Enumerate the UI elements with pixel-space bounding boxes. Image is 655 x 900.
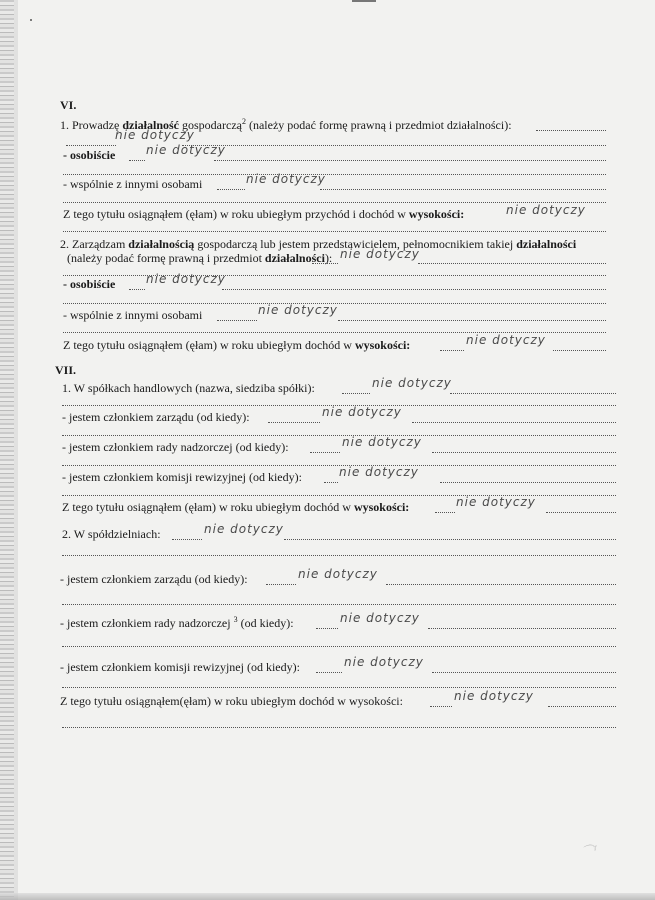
scan-speck [30, 19, 32, 21]
vi-q2-blank-line [63, 274, 606, 276]
vii-q2-audit-lead [316, 671, 342, 673]
vii-q2-audit-label: - jestem członkiem komisji rewizyjnej (od kiedy): [60, 660, 300, 674]
vii-q1-board-blank-line [62, 434, 616, 436]
vi-q2-shared-dots [338, 319, 606, 321]
vii-q1-supervisory-lead [310, 451, 340, 453]
vii-q1-income-label: Z tego tytułu osiągnąłem (ęłam) w roku ubiegłym dochód w wysokości: [62, 500, 410, 514]
scan-bottom-edge [0, 893, 655, 900]
vii-q2-answer: nie dotyczy [204, 522, 284, 536]
section-vii-heading: VII. [55, 363, 77, 377]
vi-q1-income-answer: nie dotyczy [506, 203, 586, 217]
vii-q2-income-lead [430, 705, 452, 707]
vii-q1-audit-lead [324, 481, 338, 483]
vii-q2-supervisory-blank-line [62, 645, 616, 647]
vii-q2-supervisory-dots [428, 627, 616, 629]
vii-q1-supervisory-dots [432, 451, 616, 453]
vii-q2-income-answer: nie dotyczy [454, 689, 534, 703]
vii-q1-supervisory-label: - jestem członkiem rady nadzorczej (od kiedy): [62, 440, 289, 454]
scan-mark [352, 0, 376, 2]
vii-q1-lead [342, 392, 370, 394]
vi-q2-income-lead [440, 349, 464, 351]
vi-q1-label: 1. Prowadzę działalność gospodarczą$^2$ (należy podać formę prawną i przedmiot działalności): [60, 117, 512, 132]
vi-q2-shared-answer: nie dotyczy [258, 303, 338, 317]
vii-q2-lead [172, 538, 202, 540]
vi-q1-income-blank-line [63, 230, 606, 232]
scan-edge-shadow [14, 0, 18, 900]
vi-q2-income-label: Z tego tytułu osiągnąłem (ęłam) w roku ubiegłym dochód w wysokości: [63, 338, 411, 352]
vii-q1-board-answer: nie dotyczy [322, 405, 402, 419]
scan-edge [0, 0, 14, 900]
vii-q2-board-lead [266, 583, 296, 585]
vii-q2-audit-blank-line [62, 686, 616, 688]
vii-q2-audit-answer: nie dotyczy [344, 655, 424, 669]
vi-q2-personal-answer: nie dotyczy [146, 272, 226, 286]
vii-q1-audit-dots [440, 481, 616, 483]
vi-q2-income-dots [553, 349, 606, 351]
vi-q1-shared-dots [320, 188, 606, 190]
vii-q1-income-dots [546, 511, 616, 513]
vii-q2-supervisory-answer: nie dotyczy [340, 611, 420, 625]
vi-q2-dots [418, 262, 606, 264]
vii-q1-answer: nie dotyczy [372, 376, 452, 390]
vi-q2-label-line2: (należy podać formę prawną i przedmiot działalności): [67, 251, 333, 265]
vii-q1-dots [450, 392, 616, 394]
corner-stamp-mark: ⌒ᵀ [581, 843, 599, 858]
vii-q1-supervisory-answer: nie dotyczy [342, 435, 422, 449]
vi-q2-personal-dots [222, 288, 606, 290]
vii-q1-income-answer: nie dotyczy [456, 495, 536, 509]
vi-q1-personal-label: - osobiście [63, 148, 116, 162]
vi-q2-shared-lead [217, 319, 257, 321]
vi-q1-personal-lead [129, 159, 145, 161]
vi-q2-answer: nie dotyczy [340, 247, 420, 261]
vii-q2-dots [284, 538, 616, 540]
vii-q2-audit-dots [432, 671, 616, 673]
vii-q1-income-lead [435, 511, 455, 513]
vi-q2-label-line1: 2. Zarządzam działalnością gospodarczą lub jestem przedstawicielem, pełnomocnikiem takiej działalności [60, 237, 577, 251]
vi-q1-dots [536, 129, 606, 131]
vii-q2-board-blank-line [62, 603, 616, 605]
vi-q1-personal-answer: nie dotyczy [146, 143, 226, 157]
vii-q1-audit-answer: nie dotyczy [339, 465, 419, 479]
vii-q1-label: 1. W spółkach handlowych (nazwa, siedziba spółki): [62, 381, 315, 395]
vi-q2-lead [312, 262, 338, 264]
vii-q2-supervisory-lead [316, 627, 338, 629]
vii-q2-blank-line [62, 554, 616, 556]
vii-q1-audit-label: - jestem członkiem komisji rewizyjnej (od kiedy): [62, 470, 302, 484]
vii-q2-supervisory-label: - jestem członkiem rady nadzorczej $^3$ (od kiedy): [60, 615, 294, 630]
vi-q1-shared-lead [217, 188, 245, 190]
vi-q2-personal-label: - osobiście [63, 277, 116, 291]
vi-q2-shared-label: - wspólnie z innymi osobami [63, 308, 203, 322]
vii-q2-label: 2. W spółdzielniach: [62, 527, 161, 541]
vi-q2-income-answer: nie dotyczy [466, 333, 546, 347]
vi-q1-personal-dots [214, 159, 606, 161]
section-vi-heading: VI. [60, 98, 77, 112]
vii-q2-board-label: - jestem członkiem zarządu (od kiedy): [60, 572, 248, 586]
vii-q1-board-label: - jestem członkiem zarządu (od kiedy): [62, 410, 250, 424]
vii-q1-board-lead [268, 421, 320, 423]
vi-q1-answer-lead [66, 144, 116, 146]
vi-q1-shared-answer: nie dotyczy [246, 172, 326, 186]
vi-q1-blank-line [63, 173, 606, 175]
vii-q2-income-label: Z tego tytułu osiągnąłem(ęłam) w roku ubiegłym dochód w wysokości: [60, 694, 403, 708]
vii-q2-board-dots [386, 583, 616, 585]
vi-q1-answer: nie dotyczy [115, 128, 195, 142]
vii-q2-board-answer: nie dotyczy [298, 567, 378, 581]
vii-q2-income-blank-line [62, 726, 616, 728]
vi-q2-personal-lead [129, 288, 145, 290]
vii-q1-board-dots [412, 421, 616, 423]
vi-q1-answer-dots [182, 144, 606, 146]
vi-q1-shared-label: - wspólnie z innymi osobami [63, 177, 203, 191]
vii-q2-income-dots [548, 705, 616, 707]
vi-q1-income-label: Z tego tytułu osiągnąłem (ęłam) w roku ubiegłym przychód i dochód w wysokości: [63, 207, 465, 221]
